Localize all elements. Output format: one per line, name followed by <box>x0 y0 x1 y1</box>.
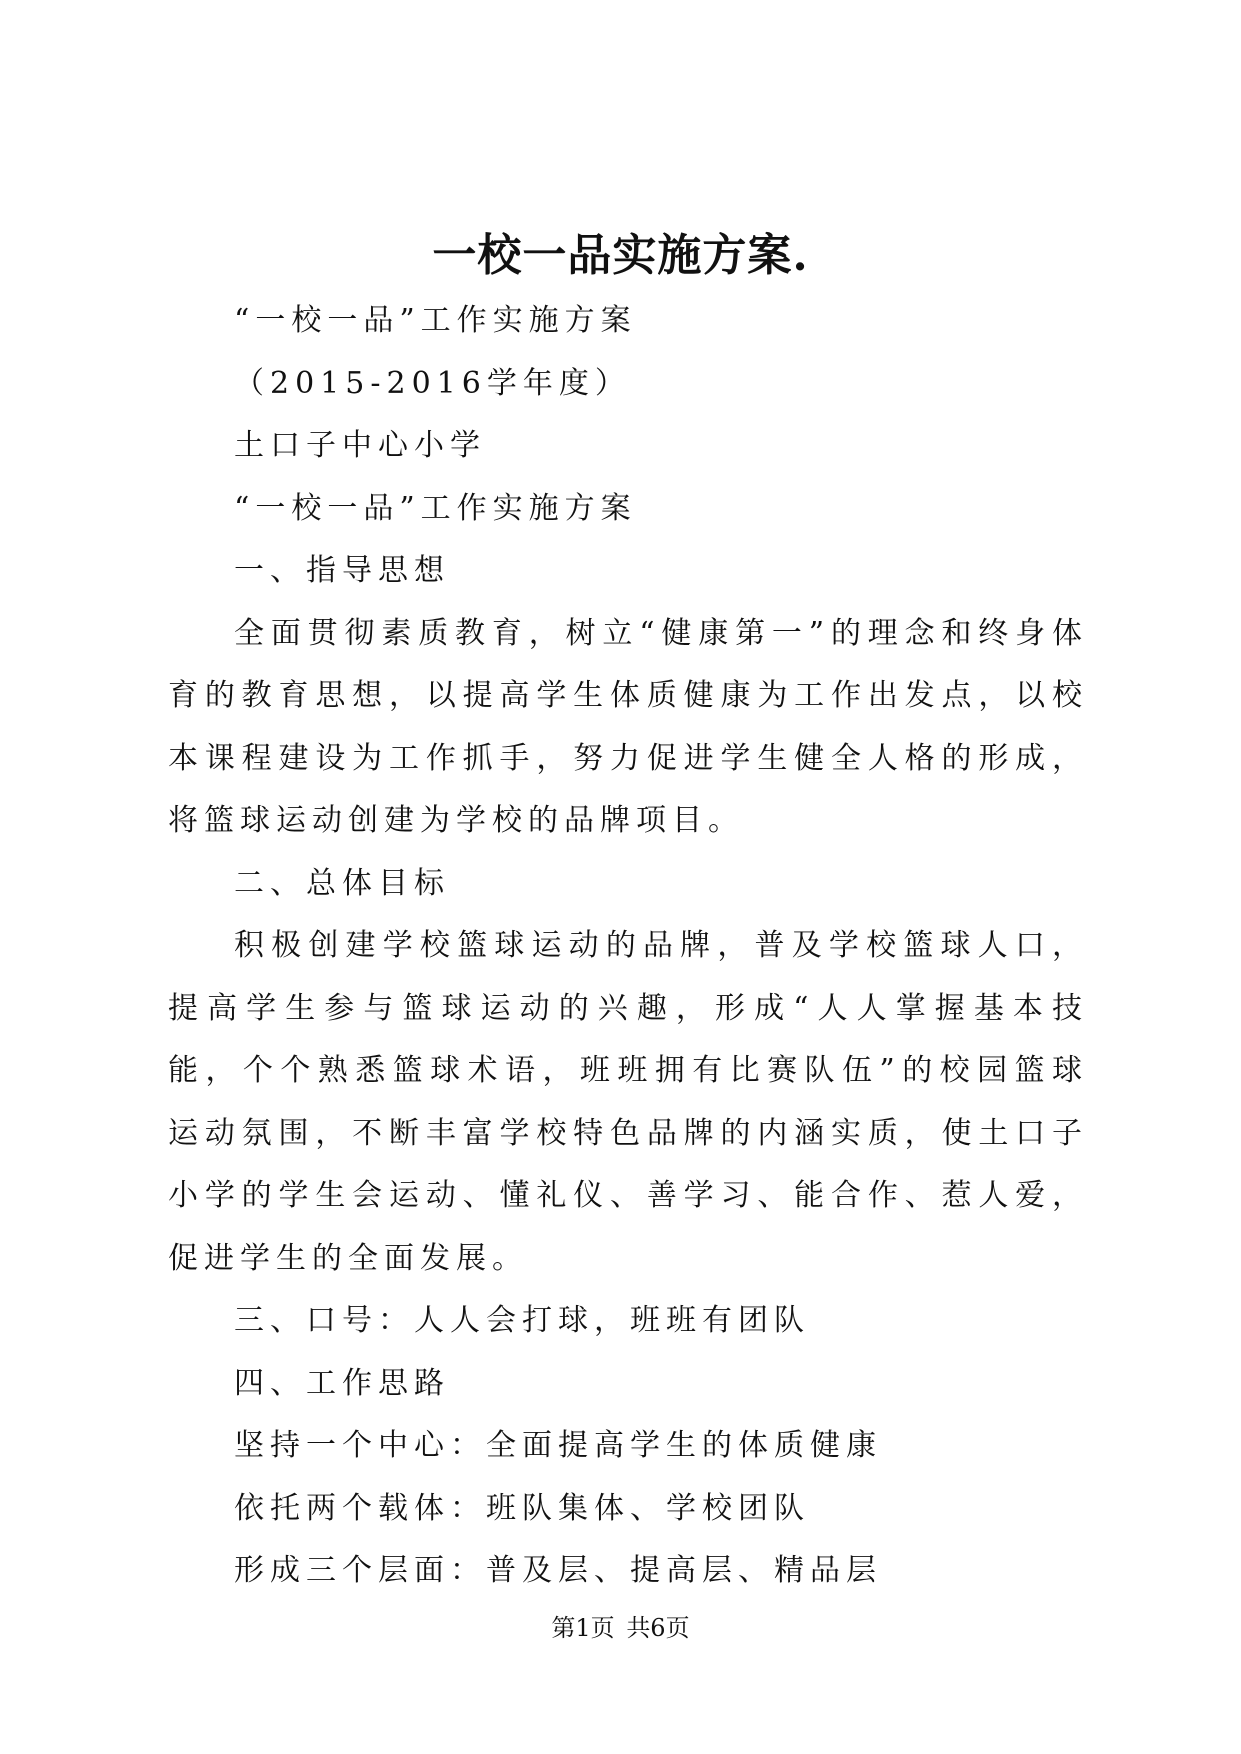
heading-overall-goal: 二、总体目标 <box>234 865 450 901</box>
document-title: 一校一品实施方案. <box>432 230 809 281</box>
paragraph-two-carriers: 依托两个载体：班队集体、学校团队 <box>234 1490 810 1526</box>
paragraph-one-center: 坚持一个中心：全面提高学生的体质健康 <box>234 1428 882 1463</box>
paragraph-school-name: 土口子中心小学 <box>234 428 486 463</box>
heading-guiding-thought: 一、指导思想 <box>234 553 450 588</box>
document-body <box>168 290 1088 1603</box>
paragraph-three-levels: 形成三个层面：普及层、提高层、精品层 <box>234 1553 882 1588</box>
paragraph-slogan: 三、口号：人人会打球，班班有团队 <box>234 1303 810 1338</box>
paragraph-subtitle: “一校一品”工作实施方案 <box>234 303 637 338</box>
paragraph-school-year: （2015-2016学年度） <box>234 365 631 401</box>
page-footer <box>0 1612 1241 1644</box>
page-total: 共6页 <box>626 1614 690 1642</box>
paragraph-plan-name: “一校一品”工作实施方案 <box>234 490 637 526</box>
page-number: 第1页 <box>551 1614 615 1642</box>
paragraph-overall-goal: 积极创建学校篮球运动的品牌，普及学校篮球人口，提高学生参与篮球运动的兴趣，形成“人人掌握基本技能，个个熟悉篮球术语，班班拥有比赛队伍”的校园篮球运动氛围，不断丰富学校特色品牌的内涵实质，使土口子小学的学生会运动、懂礼仪、善学习、能合作、惹人爱，促进学生的全面发展。 <box>168 928 1088 1276</box>
paragraph-guiding-thought: 全面贯彻素质教育，树立“健康第一”的理念和终身体育的教育思想，以提高学生体质健康为工作出发点，以校本课程建设为工作抓手，努力促进学生健全人格的形成，将篮球运动创建为学校的品牌项目。 <box>168 615 1088 838</box>
heading-work-approach: 四、工作思路 <box>234 1365 450 1401</box>
